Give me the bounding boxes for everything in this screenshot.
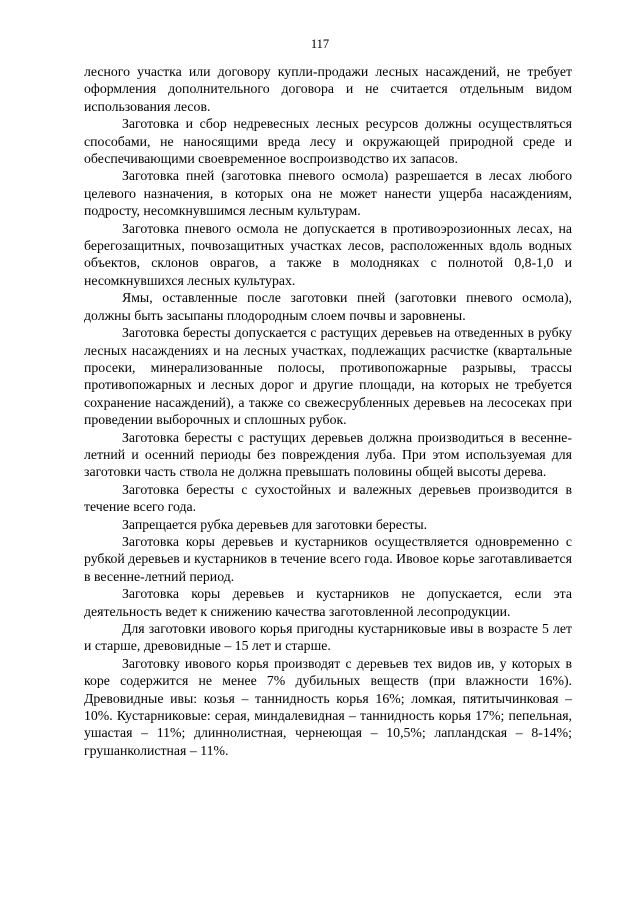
paragraph: Ямы, оставленные после заготовки пней (заготовки пневого осмола), должны быть засыпаны плодородным слоем почвы и заровнены. [84,290,572,323]
paragraph: Заготовка пней (заготовка пневого осмола) разрешается в лесах любого целевого назначения, в которых она не может нанести ущерба насаждениям, подросту, несомкнувшимся лесным культурам. [84,168,572,219]
paragraph: Для заготовки ивового корья пригодны кустарниковые ивы в возрасте 5 лет и старше, древовидные – 15 лет и старше. [84,621,572,654]
paragraph: Заготовка пневого осмола не допускается в противоэрозионных лесах, на берегозащитных, почвозащитных участках лесов, расположенных вдоль водных объектов, склонов оврагов, а также в молодняках с полнотой 0,8-1,0 и несомкнувшихся лесных культурах. [84,220,572,288]
page-number: 117 [310,37,330,51]
paragraph: Заготовку ивового корья производят с деревьев тех видов ив, у которых в коре содержится не менее 7% дубильных веществ (при влажности 16%). Древовидные ивы: козья – таннидность корья 16%; ломкая, пятитычинковая – 10%. Кустарниковые: серая, миндалевидная – таннидность корья 17%; пепельная, ушастая – 11%; длиннолистная, чернеющая – 10,5%; лапландская – 8-14%; грушанколистная – 11%. [84,655,572,758]
document-body [84,63,572,759]
paragraph: лесного участка или договору купли-продажи лесных насаждений, не требует оформления дополнительного договора и не считается отдельным видом использования лесов. [84,64,572,114]
paragraph: Заготовка коры деревьев и кустарников не допускается, если эта деятельность ведет к снижению качества заготовленной лесопродукции. [84,586,572,619]
paragraph: Заготовка бересты с растущих деревьев должна производиться в весенне-летний и осенний периоды без повреждения луба. При этом используемая для заготовки часть ствола не должна превышать половины общей высоты дерева. [84,429,572,480]
paragraph: Заготовка коры деревьев и кустарников осуществляется одновременно с рубкой деревьев и кустарников в течение всего года. Ивовое корье заготавливается в весенне-летний период. [84,533,572,584]
paragraph: Запрещается рубка деревьев для заготовки бересты. [122,516,428,532]
paragraph: Заготовка бересты с сухостойных и валежных деревьев производится в течение всего года. [84,481,572,515]
paragraph: Заготовка бересты допускается с растущих деревьев на отведенных в рубку лесных насаждениях и на лесных участках, подлежащих расчистке (квартальные просеки, минерализованные полосы, противопожарные разрывы, трассы противопожарных и лесных дорог и другие площади, на которых не требуется сохранение насаждений), а также со свежесрубленных деревьев на лесосеках при проведении выборочных и сплошных рубок. [84,325,572,428]
paragraph: Заготовка и сбор недревесных лесных ресурсов должны осуществляться способами, не наносящими вреда лесу и окружающей природной среде и обеспечивающими своевременное воспроизводство их запасов. [84,116,572,167]
